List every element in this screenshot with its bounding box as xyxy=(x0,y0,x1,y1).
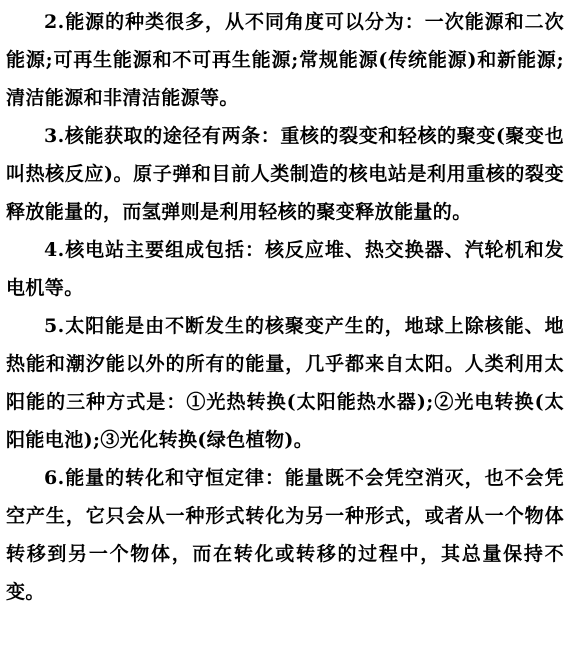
paragraph-nuclear-energy: 3.核能获取的途径有两条：重核的裂变和轻核的聚变(聚变也叫热核反应)。原子弹和目前人类制造的核电站是利用重核的裂变释放能量的，而氢弹则是利用轻核的聚变释放能量的。 xyxy=(6,125,564,223)
paragraph-energy-conservation: 6.能量的转化和守恒定律：能量既不会凭空消灭，也不会凭空产生，它只会从一种形式转化为另一种形式，或者从一个物体转移到另一个物体，而在转化或转移的过程中，其总量保持不变。 xyxy=(6,467,564,603)
paragraph-nuclear-power-station: 4.核电站主要组成包括：核反应堆、热交换器、汽轮机和发电机等。 xyxy=(6,239,564,299)
paragraph-energy-types: 2.能源的种类很多，从不同角度可以分为：一次能源和二次能源;可再生能源和不可再生能源;常规能源(传统能源)和新能源;清洁能源和非清洁能源等。 xyxy=(6,11,564,109)
paragraph-solar-energy: 5.太阳能是由不断发生的核聚变产生的，地球上除核能、地热能和潮汐能以外的所有的能量，几乎都来自太阳。人类利用太阳能的三种方式是：①光热转换(太阳能热水器);②光电转换(太阳能电池);③光化转换(绿色植物)。 xyxy=(6,315,564,451)
